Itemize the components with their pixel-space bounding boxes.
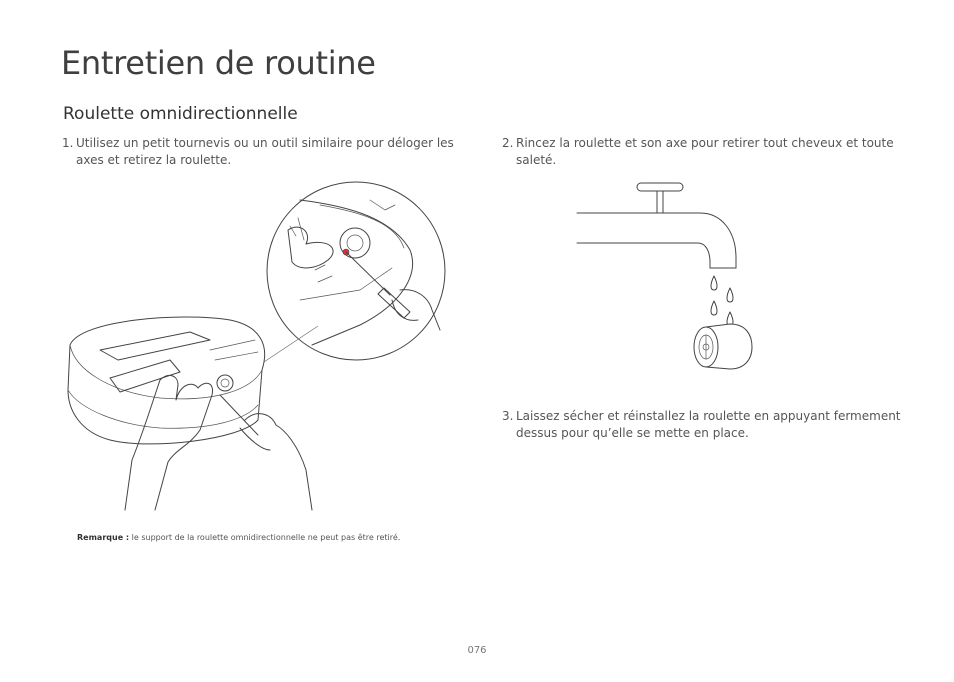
step-2 — [502, 135, 902, 169]
page-title: Entretien de routine — [61, 44, 376, 82]
section-title: Roulette omnidirectionnelle — [63, 104, 298, 124]
note-text: le support de la roulette omnidirectionnelle ne peut pas être retiré. — [131, 533, 401, 542]
step-1-text: Utilisez un petit tournevis ou un outil similaire pour déloger les axes et retirez la roulette. — [76, 136, 454, 167]
step-3-number: 3. — [502, 409, 514, 423]
wheel-icon — [694, 324, 752, 369]
note — [77, 533, 400, 542]
step-1-number: 1. — [62, 136, 74, 150]
robot-vacuum — [68, 317, 312, 510]
magnified-detail — [267, 182, 445, 360]
step-2-number: 2. — [502, 136, 514, 150]
page-number: 076 — [467, 645, 487, 656]
note-label: Remarque : — [77, 533, 130, 542]
step-3-text: Laissez sécher et réinstallez la roulette en appuyant fermement dessus pour qu’elle se mette en place. — [516, 409, 901, 440]
faucet-icon — [577, 183, 736, 268]
water-drops-icon — [711, 276, 733, 326]
step-3 — [502, 408, 902, 442]
step-2-text: Rincez la roulette et son axe pour retirer tout cheveux et toute saleté. — [516, 136, 894, 167]
step-1 — [62, 135, 462, 169]
